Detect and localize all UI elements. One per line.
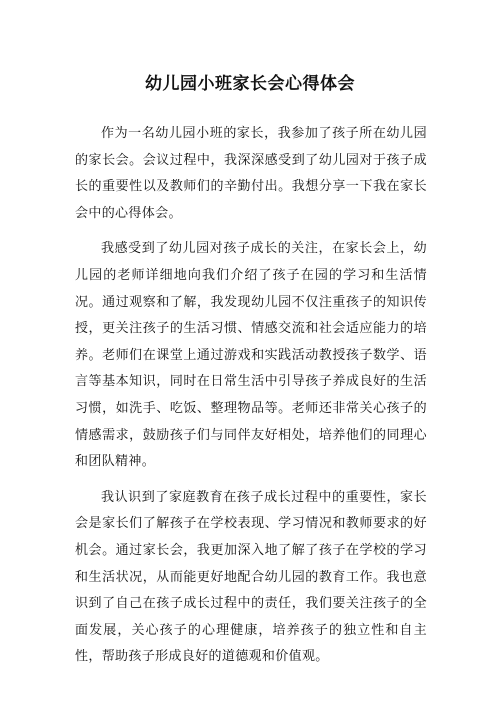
document-body (75, 121, 427, 680)
document-title: 幼儿园小班家长会心得体会 (145, 74, 355, 94)
paragraph-1: 作为一名幼儿园小班的家长，我参加了孩子所在幼儿园的家长会。会议过程中，我深深感受到了幼儿园对于孩子成长的重要性以及教师们的辛勤付出。我想分享一下我在家长会中的心得体会。 (75, 126, 427, 221)
paragraph-2: 我感受到了幼儿园对孩子成长的关注，在家长会上，幼儿园的老师详细地向我们介绍了孩子在园的学习和生活情况。通过观察和了解，我发现幼儿园不仅注重孩子的知识传授，更关注孩子的生活习惯、情感交流和社会适应能力的培养。老师们在课堂上通过游戏和实践活动教授孩子数学、语言等基本知识，同时在日常生活中引导孩子养成良好的生活习惯，如洗手、吃饭、整理物品等。老师还非常关心孩子的情感需求，鼓励孩子们与同伴友好相处，培养他们的同理心和团队精神。 (75, 241, 427, 470)
paragraph-3: 我认识到了家庭教育在孩子成长过程中的重要性，家长会是家长们了解孩子在学校表现、学习情况和教师要求的好机会。通过家长会，我更加深入地了解了孩子在学校的学习和生活状况，从而能更好地配合幼儿园的教育工作。我也意识到了自己在孩子成长过程中的责任，我们要关注孩子的全面发展，关心孩子的心理健康，培养孩子的独立性和自主性，帮助孩子形成良好的道德观和价值观。 (75, 489, 427, 665)
